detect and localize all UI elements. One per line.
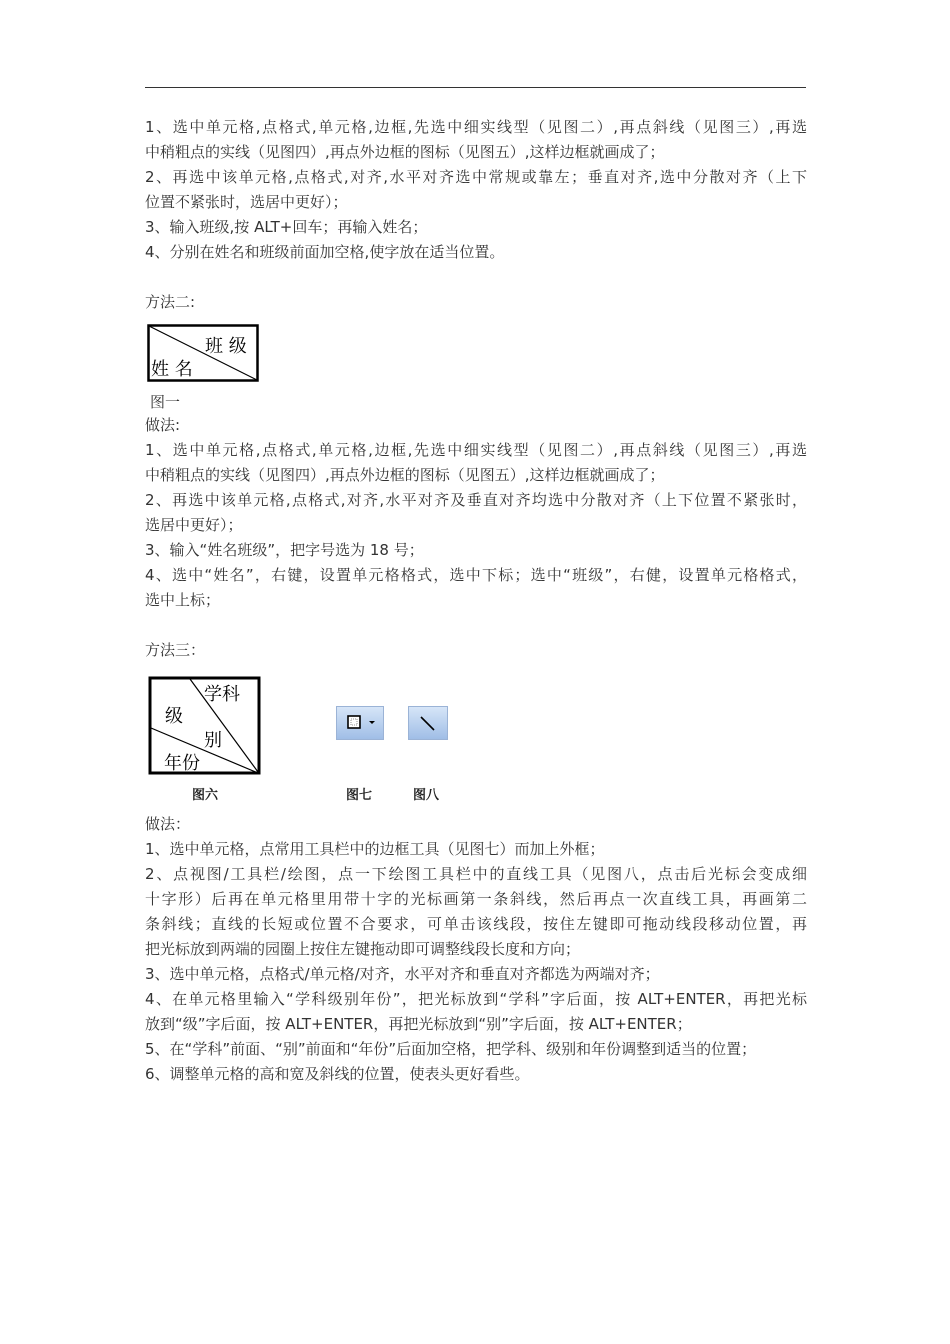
figure-8-caption: 图八 [413,788,440,803]
figure-6-label-subject: 学科 [204,684,240,705]
text-line: 6、调整单元格的高和宽及斜线的位置，使表头更好看些。 [145,1065,530,1083]
text-line: 1、选中单元格,点格式,单元格,边框,先选中细实线型（见图二）,再点斜线（见图三）,再选 [145,441,807,459]
text-line: 中稍粗点的实线（见图四）,再点外边框的图标（见图五）,这样边框就画成了； [145,143,665,161]
figure-7-caption: 图七 [346,788,373,803]
figure-6-caption: 图六 [192,788,219,803]
method-title: 方法二: [145,293,196,311]
figure-6-label-category: 别 [204,730,222,751]
diagonal-line-icon [408,706,448,740]
text-line: 2、点视图/工具栏/绘图，点一下绘图工具栏中的直线工具（见图八，点击后光标会变成细 [145,865,807,883]
method-title: 方法三： [145,641,206,659]
text-line: 4、选中“姓名”，右键，设置单元格格式，选中下标；选中“班级”，右健，设置单元格格式， [145,566,807,584]
text-line: 1、选中单元格,点格式,单元格,边框,先选中细实线型（见图二）,再点斜线（见图三）,再选 [145,118,807,136]
text-line: 中稍粗点的实线（见图四）,再点外边框的图标（见图五）,这样边框就画成了； [145,466,665,484]
figure-1-label-bottom: 姓 名 [151,359,193,380]
figure-1 [147,324,259,382]
header-rule [145,87,806,88]
text-line: 4、在单元格里输入“学科级别年份”，把光标放到“学科”字后面，按 ALT+ENTER，再把光标 [145,990,807,1008]
text-line: 3、输入班级,按 ALT+回车；再输入姓名； [145,218,428,236]
text-line: 4、分别在姓名和班级前面加空格,使字放在适当位置。 [145,243,505,261]
text-line: 3、输入“姓名班级”，把字号选为 18 号； [145,541,424,559]
text-line: 3、选中单元格，点格式/单元格/对齐，水平对齐和垂直对齐都选为两端对齐； [145,965,660,983]
text-line: 放到“级”字后面，按 ALT+ENTER，再把光标放到“别”字后面，按 ALT+ENTER； [145,1015,692,1033]
how-label: 做法: [145,416,181,434]
border-dropdown-icon [336,706,384,740]
figure-caption: 图一 [150,393,181,411]
text-line: 把光标放到两端的园圈上按住左键拖动即可调整线段长度和方向； [145,940,581,958]
text-line: 条斜线；直线的长短或位置不合要求，可单击该线段，按住左键即可拖动线段移动位置，再 [145,915,807,933]
text-line: 2、再选中该单元格,点格式,对齐,水平对齐选中常规或靠左；垂直对齐,选中分散对齐（上下 [145,168,807,186]
text-line: 2、再选中该单元格,点格式,对齐,水平对齐及垂直对齐均选中分散对齐（上下位置不紧张时， [145,491,807,509]
figure-1-label-top: 班 级 [205,336,247,357]
text-line: 1、选中单元格，点常用工具栏中的边框工具（见图七）而加上外框； [145,840,605,858]
how-label: 做法： [145,815,191,833]
text-line: 选中上标； [145,591,221,609]
text-line: 十字形）后再在单元格里用带十字的光标画第一条斜线，然后再点一次直线工具，再画第二 [145,890,807,908]
text-line: 5、在“学科”前面、“别”前面和“年份”后面加空格，把学科、级别和年份调整到适当的位置； [145,1040,757,1058]
text-line: 选居中更好）； [145,516,243,534]
figure-6-label-level: 级 [165,706,183,727]
figure-6 [148,676,262,776]
text-line: 位置不紧张时，选居中更好）； [145,193,348,211]
figure-6-label-year: 年份 [164,753,200,774]
